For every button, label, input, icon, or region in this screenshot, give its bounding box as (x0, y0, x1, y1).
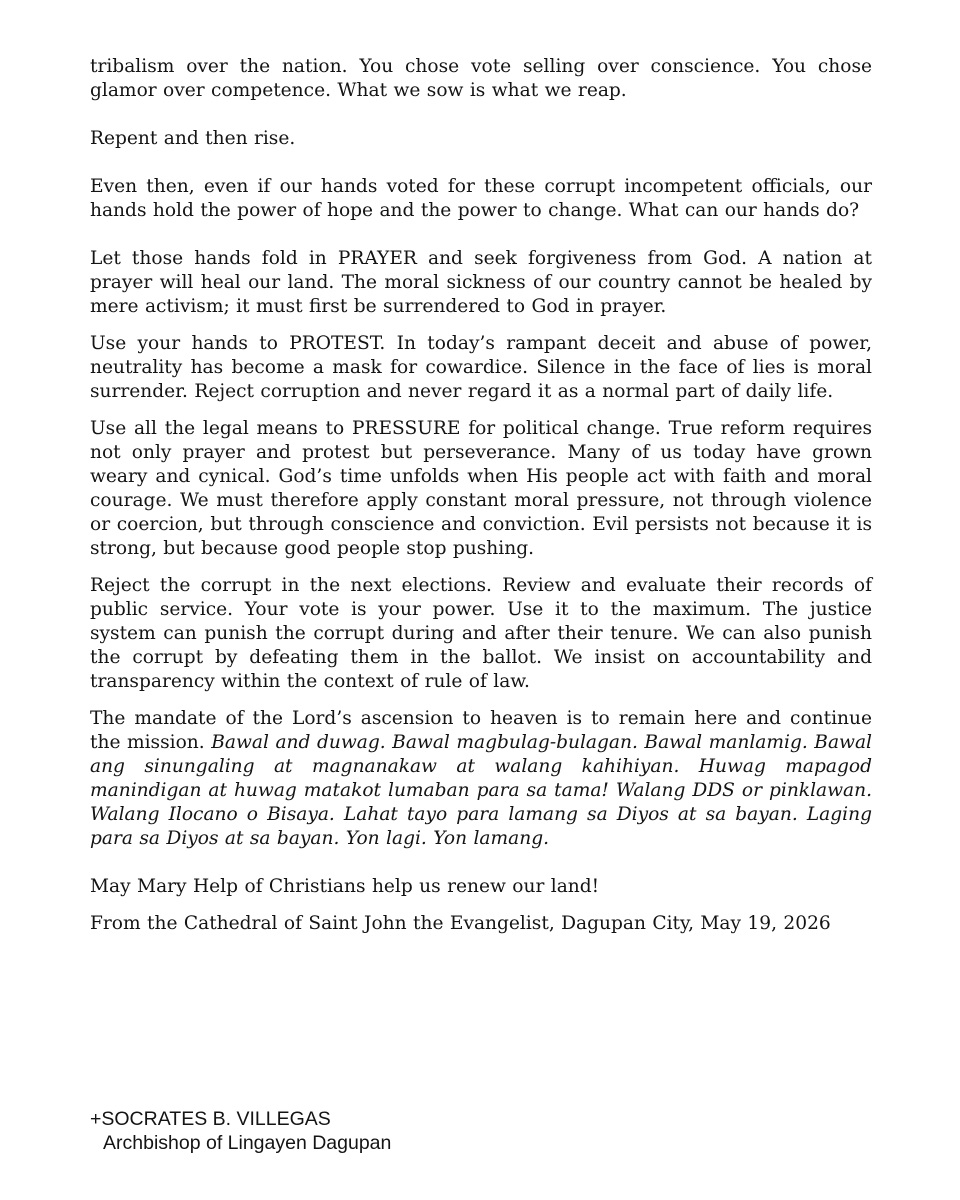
signature-block (90, 1107, 690, 1155)
mandate-text: The mandate of the Lord’s ascension to heaven is to remain here and continue the mission. (90, 708, 872, 753)
signatory-title: Archbishop of Lingayen Dagupan (103, 1132, 392, 1154)
paragraph-elections: Reject the corrupt in the next elections. Review and evaluate their records of public service. Your vote is your power. Use it to the maximum. The justice system can punish the corrupt during and after their tenure. We can also punish the corrupt by defeating them in the ballot. We insist on accountability and transparency within the context of rule of law. (90, 575, 872, 692)
paragraph-hands-power: Even then, even if our hands voted for these corrupt incompetent officials, our hands hold the power of hope and the power to change. What can our hands do? (90, 176, 872, 221)
closing-prayer: May Mary Help of Christians help us renew our land! (90, 876, 600, 897)
paragraph-pressure: Use all the legal means to PRESSURE for political change. True reform requires not only prayer and protest but perseverance. Many of us today have grown weary and cynical. God’s time unfolds when His people act with faith and moral courage. We must therefore apply constant moral pressure, not through violence or coercion, but through conscience and conviction. Evil persists not because it is strong, but because good people stop pushing. (90, 418, 872, 559)
signatory-name: +SOCRATES B. VILLEGAS (90, 1108, 331, 1130)
paragraph-prayer: Let those hands fold in PRAYER and seek forgiveness from God. A nation at prayer will heal our land. The moral sickness of our country cannot be healed by mere activism; it must first be surrendered to God in prayer. (90, 248, 872, 317)
paragraph-protest: Use your hands to PROTEST. In today’s rampant deceit and abuse of power, neutrality has become a mask for cowardice. Silence in the face of lies is moral surrender. Reject corruption and never regard it as a normal part of daily life. (90, 333, 872, 402)
dateline: From the Cathedral of Saint John the Evangelist, Dagupan City, May 19, 2026 (90, 913, 831, 934)
paragraph-repent: Repent and then rise. (90, 128, 296, 149)
letter-body (90, 55, 872, 949)
paragraph-mandate (90, 707, 872, 851)
paragraph-sow-reap: tribalism over the nation. You chose vote selling over conscience. You chose glamor over competence. What we sow is what we reap. (90, 56, 872, 101)
mandate-tagalog-text: Bawal and duwag. Bawal magbulag-bulagan. Bawal manlamig. Bawal ang sinungaling at magnanakaw at walang kahihiyan. Huwag mapagod manindigan at huwag matakot lumaban para sa tama! Walang DDS or pinklawan. Walang Ilocano o Bisaya. Lahat tayo para lamang sa Diyos at sa bayan. Laging para sa Diyos at sa bayan. Yon lagi. Yon lamang. (90, 732, 872, 849)
